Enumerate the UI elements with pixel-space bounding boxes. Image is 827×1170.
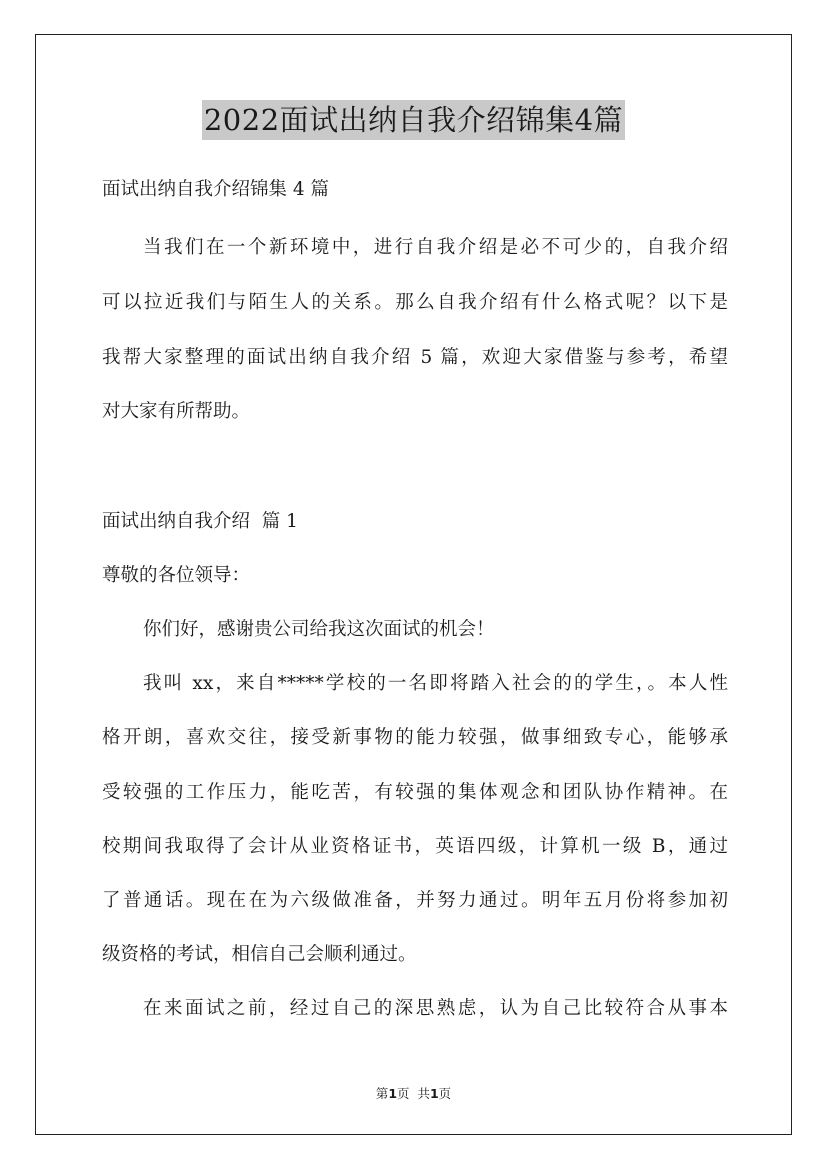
paragraph-line: 级资格的考试，相信自己会顺利通过。 [102,944,417,965]
paragraph-line: 格开朗，喜欢交往，接受新事物的能力较强，做事细致专心，能够承 [102,727,728,748]
paragraph-line: 在来面试之前，经过自己的深思熟虑，认为自己比较符合从事本 [143,998,728,1019]
intro-line: 当我们在一个新环境中，进行自我介绍是必不可少的，自我介绍 [143,237,728,258]
paragraph-line: 我叫 xx，来自*****学校的一名即将踏入社会的的学生，。本人性 [143,673,728,694]
footer-total-pages: 1 [429,1086,439,1101]
footer-page-suffix: 页 [438,1086,452,1101]
section-heading: 面试出纳自我介绍 篇 1 [102,511,298,532]
paragraph-line: 受较强的工作压力，能吃苦，有较强的集体观念和团队协作精神。在 [102,782,728,803]
intro-line: 我帮大家整理的面试出纳自我介绍 5 篇，欢迎大家借鉴与参考，希望 [102,347,728,368]
salutation: 尊敬的各位领导： [102,565,251,586]
greeting: 你们好，感谢贵公司给我这次面试的机会！ [143,619,495,640]
intro-line: 对大家有所帮助。 [102,401,251,422]
footer-page-number: 1 [388,1086,398,1101]
paragraph-line: 了普通话。现在在为六级做准备，并努力通过。明年五月份将参加初 [102,890,728,911]
paragraph-line: 校期间我取得了会计从业资格证书，英语四级，计算机一级 B，通过 [102,836,728,857]
page-footer [0,1084,827,1102]
subtitle: 面试出纳自我介绍锦集 4 篇 [102,179,330,200]
intro-line: 可以拉近我们与陌生人的关系。那么自我介绍有什么格式呢？以下是 [102,292,728,313]
document-title: 2022面试出纳自我介绍锦集4篇 [202,100,625,140]
title-wrap [0,100,827,140]
footer-page-mid: 页 共 [397,1086,430,1101]
footer-page-prefix: 第 [375,1086,389,1101]
